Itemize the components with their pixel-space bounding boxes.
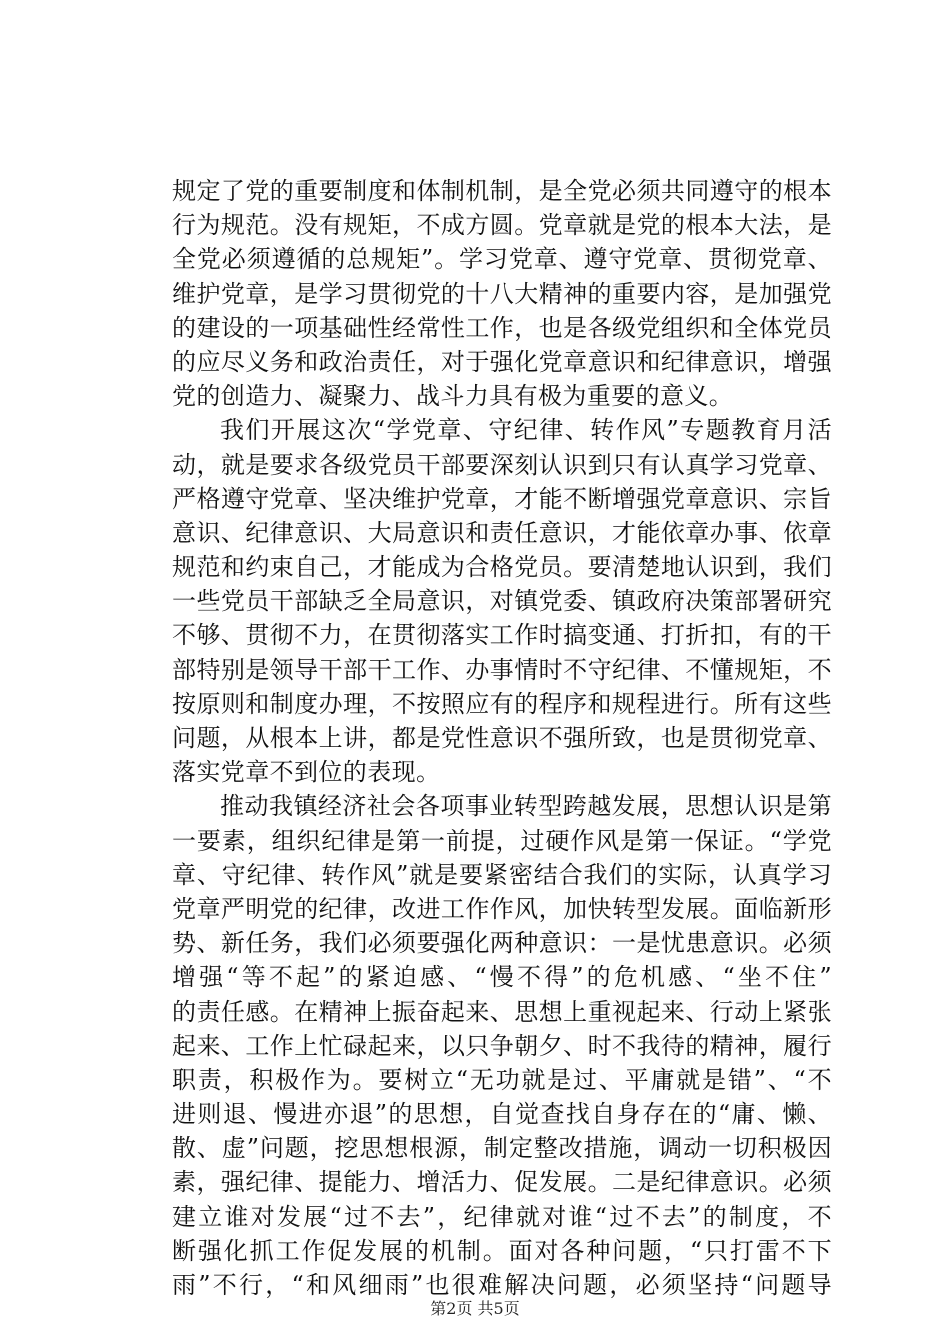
text-line: 的应尽义务和政治责任，对于强化党章意识和纪律意识，增强 xyxy=(172,347,832,376)
text-line: 断强化抓工作促发展的机制。面对各种问题，“只打雷不下 xyxy=(172,1236,832,1265)
text-line: 我们开展这次“学党章、守纪律、转作风”专题教育月活 xyxy=(220,416,832,445)
text-line: 部特别是领导干部干工作、办事情时不守纪律、不懂规矩，不 xyxy=(172,655,832,684)
text-line: 行为规范。没有规矩，不成方圆。党章就是党的根本大法，是 xyxy=(172,211,832,240)
text-line: 一要素，组织纪律是第一前提，过硬作风是第一保证。“学党 xyxy=(172,826,832,855)
text-line: 章、守纪律、转作风”就是要紧密结合我们的实际，认真学习 xyxy=(172,860,832,889)
text-line: 散、虚”问题，挖思想根源，制定整改措施，调动一切积极因 xyxy=(172,1134,832,1163)
text-line: 规范和约束自己，才能成为合格党员。要清楚地认识到，我们 xyxy=(172,553,832,582)
text-line: 按原则和制度办理，不按照应有的程序和规程进行。所有这些 xyxy=(172,689,832,718)
text-line: 起来、工作上忙碌起来，以只争朝夕、时不我待的精神，履行 xyxy=(172,1031,832,1060)
page-footer xyxy=(0,1296,950,1319)
text-line: 意识、纪律意识、大局意识和责任意识，才能依章办事、依章 xyxy=(172,518,832,547)
paragraph xyxy=(172,413,832,789)
text-line: 严格遵守党章、坚决维护党章，才能不断增强党章意识、宗旨 xyxy=(172,484,832,513)
text-line: 雨”不行，“和风细雨”也很难解决问题，必须坚持“问题导 xyxy=(172,1271,832,1299)
text-line: 落实党章不到位的表现。 xyxy=(172,758,441,787)
document-body xyxy=(172,174,832,1302)
text-line: 的责任感。在精神上振奋起来、思想上重视起来、行动上紧张 xyxy=(172,997,832,1026)
text-line: 增强“等不起”的紧迫感、“慢不得”的危机感、“坐不住” xyxy=(172,963,832,992)
page-number-label: 第2页 共5页 xyxy=(430,1299,520,1318)
paragraph xyxy=(172,174,832,413)
text-line: 素，强纪律、提能力、增活力、促发展。二是纪律意识。必须 xyxy=(172,1168,832,1197)
text-line: 动，就是要求各级党员干部要深刻认识到只有认真学习党章、 xyxy=(172,450,832,479)
text-line: 进则退、慢进亦退”的思想，自觉查找自身存在的“庸、懒、 xyxy=(172,1100,832,1129)
text-line: 党章严明党的纪律，改进工作作风，加快转型发展。面临新形 xyxy=(172,894,832,923)
text-line: 职责，积极作为。要树立“无功就是过、平庸就是错”、“不 xyxy=(172,1065,832,1094)
text-line: 势、新任务，我们必须要强化两种意识：一是忧患意识。必须 xyxy=(172,929,832,958)
text-line: 全党必须遵循的总规矩”。学习党章、遵守党章、贯彻党章、 xyxy=(172,245,832,274)
text-line: 建立谁对发展“过不去”，纪律就对谁“过不去”的制度，不 xyxy=(172,1202,832,1231)
paragraph xyxy=(172,789,832,1302)
text-line: 推动我镇经济社会各项事业转型跨越发展，思想认识是第 xyxy=(220,792,832,821)
text-line: 不够、贯彻不力，在贯彻落实工作时搞变通、打折扣，有的干 xyxy=(172,621,832,650)
text-line: 问题，从根本上讲，都是党性意识不强所致，也是贯彻党章、 xyxy=(172,724,832,752)
text-line: 规定了党的重要制度和体制机制，是全党必须共同遵守的根本 xyxy=(172,177,832,205)
text-line: 的建设的一项基础性经常性工作，也是各级党组织和全体党员 xyxy=(172,313,832,342)
text-line: 一些党员干部缺乏全局意识，对镇党委、镇政府决策部署研究 xyxy=(172,587,832,616)
text-line: 党的创造力、凝聚力、战斗力具有极为重要的意义。 xyxy=(172,382,734,411)
text-line: 维护党章，是学习贯彻党的十八大精神的重要内容，是加强党 xyxy=(172,279,832,308)
